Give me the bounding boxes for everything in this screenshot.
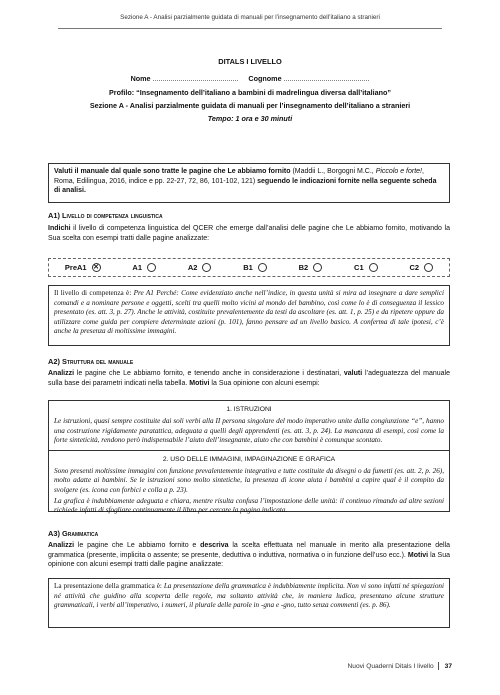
surname-field[interactable]: ........................................... <box>283 74 370 83</box>
a3-instr-text-1: le pagine che Le abbiamo fornito e <box>74 542 201 549</box>
surname-label: Cognome <box>248 74 282 83</box>
a1-answer-text: Pre A1 Perché: Come evidenziato anche nell’indice, in questa unità si mira ad insegnare a dare semplici comandi e a nominare persone e oggetti, scelti tra quelli molto vicini al mondo del bambino, così come lo è di conseguenza il lessico presentato (es. att. 3, p. 27). Anche le attività, costituite prevalentemente da testi da ascoltare (es. att. 1, p. 25) e da ripetere oppure da utilizzare come guida per compiere determinate azioni (p. 101), fanno pensare ad un livello basico. A conferma di tale ipotesi, c’è anche la presenza di moltissime immagini. <box>54 289 444 336</box>
a2-instr-text-3: la Sua opinione con alcuni esempi: <box>209 379 320 387</box>
a3-instructions <box>48 541 450 570</box>
footer-text: Nuovi Quaderni Ditals I livello <box>347 662 434 670</box>
a2-item2-text-2: La grafica è indubbiamente adeguata e chiara, mentre risulta confusa l’impostazione delle unità: il continuo rimando ad altre sezioni richiede infatti di sfogliare continuamente il libro per cercare la pagina indicata. <box>54 496 444 515</box>
page-number: 37 <box>444 662 452 670</box>
a2-instr-verb-3: Motivi <box>189 379 210 387</box>
level-label: A2 <box>187 263 198 272</box>
a3-instr-text-2: la scelta effettuata nel manuale in merito alla presentazione della grammatica (presente, implicita o assente; se presente, deduttiva o induttiva, normativa o in funzione dell’uso ecc.). <box>48 542 450 559</box>
level-radio[interactable] <box>424 263 433 272</box>
level-option-prea1[interactable] <box>65 263 101 272</box>
a1-instr-text: il livello di competenza linguistica del QCER che emerge dall’analisi delle pagine che Le abbiamo fornito, motivando la Sua scelta con esempi tratti dalle pagine analizzate: <box>48 225 450 242</box>
level-radio[interactable] <box>147 263 156 272</box>
level-label: B2 <box>298 263 309 272</box>
a3-answer-label: La presentazione della grammatica è: <box>54 582 164 590</box>
a1-prefix: A1) <box>48 211 62 220</box>
level-option-a1[interactable] <box>132 263 156 272</box>
a2-title: Struttura del manuale <box>61 357 134 366</box>
a2-prefix: A2) <box>48 357 62 366</box>
profile-line: Profilo: “Insegnamento dell’italiano a bambini di madrelingua diversa dall’italiano” <box>109 88 391 97</box>
intro-text: (Maddii L., Borgogni M.C., <box>290 168 376 175</box>
level-radio[interactable] <box>313 263 322 272</box>
level-radio[interactable] <box>202 263 211 272</box>
level-mark: ✕ <box>93 264 100 271</box>
a3-heading <box>48 529 98 538</box>
level-label: B1 <box>243 263 253 272</box>
footer-divider <box>438 662 439 670</box>
intro-book-title: Piccolo e forte! <box>375 168 423 175</box>
intro-box <box>48 163 450 203</box>
intro-text-2: , Roma, Edilingua, 2016, indice e pp. 22-27, 72, 86, 101-102, 121) <box>54 168 424 185</box>
a3-instr-verb-2: descriva <box>200 542 229 549</box>
a2-instr-text-2: l’adeguatezza del manuale sulla base dei parametri indicati nella tabella. <box>48 370 450 387</box>
running-header: Sezione A - Analisi parzialmente guidata di manuali per l’insegnamento dell’italiano a stranieri <box>120 14 380 21</box>
level-label: PreA1 <box>64 263 87 272</box>
a2-answer-table <box>48 400 450 515</box>
a2-instr-verb-1: Analizzi <box>48 370 75 377</box>
a2-instr-text-1: le pagine che Le abbiamo fornito, e tenendo anche in considerazione i destinatari, <box>74 370 344 377</box>
a3-instr-verb-3: Motivi <box>407 551 429 559</box>
header-rule <box>58 28 442 29</box>
a2-heading <box>48 357 133 366</box>
level-label: C2 <box>409 263 420 272</box>
level-label: C1 <box>354 263 364 272</box>
level-option-a2[interactable] <box>188 263 212 272</box>
exam-title: DITALS I LIVELLO <box>218 57 282 66</box>
a2-item-instructions[interactable] <box>49 401 449 451</box>
a2-item-images[interactable] <box>49 451 449 519</box>
level-label: A1 <box>132 263 142 272</box>
name-label: Nome <box>130 74 151 83</box>
a3-title: Grammatica <box>61 529 99 538</box>
a2-item2-title: 2. USO DELLE IMMAGINI, IMPAGINAZIONE E GRAFICA <box>162 455 336 463</box>
a1-answer-box[interactable] <box>48 285 450 346</box>
level-selector <box>48 258 450 277</box>
level-option-c1[interactable] <box>354 263 378 272</box>
a1-title: Livello di competenza linguistica <box>61 211 163 220</box>
a3-instr-verb-1: Analizzi <box>48 542 75 549</box>
level-radio[interactable] <box>369 263 378 272</box>
a1-instr-verb: Indichi <box>48 225 71 232</box>
level-option-c2[interactable] <box>409 263 433 272</box>
a2-instr-verb-2: valuti <box>343 370 363 377</box>
a2-item2-text-1: Sono presenti moltissime immagini con funzione prevalentemente integrativa e tutte costituite da disegni o da fumetti (es. att. 2, p. 26), molto adatte ai bambini. Se le istruzioni sono molto sintetiche, la presenza di icone aiuta i bambini a capire qual è il compito da svolgere (es. icona con forbici e colla a p. 23). <box>54 466 444 494</box>
section-line: Sezione A - Analisi parzialmente guidata di manuali per l’insegnamento dell’italiano a stranieri <box>89 101 411 110</box>
a2-instructions <box>48 369 450 388</box>
a2-item1-title: 1. ISTRUZIONI <box>226 406 272 413</box>
name-field[interactable]: ........................................... <box>152 74 239 83</box>
level-radio[interactable] <box>258 263 267 272</box>
a3-answer-text: La presentazione della grammatica è indubbiamente implicita. Non vi sono infatti né spiegazioni né attività che guidino alla scoperta delle regole, ma soltanto attività che, in maniera ludica, presentano alcune strutture grammaticali, i verbi all’imperativo, i numeri, il plurale delle parole in -gna e -gno, tutto senza commenti (es. p. 86). <box>54 582 445 610</box>
time-line: Tempo: 1 ora e 30 minuti <box>207 114 293 123</box>
a3-instr-text-3: la Sua opinione con alcuni esempi tratti dalle pagine analizzate: <box>48 551 450 569</box>
a1-heading <box>48 211 163 220</box>
level-option-b1[interactable] <box>243 263 267 272</box>
level-radio[interactable] <box>92 263 101 272</box>
intro-bold-end: seguendo le indicazioni fornite nella seguente scheda di analisi. <box>54 177 437 195</box>
a3-answer-box[interactable] <box>48 578 450 628</box>
a1-instructions <box>48 224 450 243</box>
a2-item1-text: Le istruzioni, quasi sempre costituite dai soli verbi alla II persona singolare del modo imperativo unite dalla congiunzione “e”, hanno una costruzione rigidamente paratattica, adeguata a quelli degli apprendenti (es. att. 3, p. 24). La mancanza di esempi, così come la forte sinteticità, rendono però indispensabile l’aiuto dell’insegnante, aiuto che con bambini è comunque scontato. <box>54 417 444 445</box>
intro-bold-start: Valuti il manuale dal quale sono tratte le pagine che Le abbiamo fornito <box>54 168 291 175</box>
a3-prefix: A3) <box>48 529 62 538</box>
a1-answer-label: Il livello di competenza è: <box>54 289 134 297</box>
name-line <box>0 74 500 83</box>
level-option-b2[interactable] <box>299 263 323 272</box>
page-footer <box>348 662 452 670</box>
